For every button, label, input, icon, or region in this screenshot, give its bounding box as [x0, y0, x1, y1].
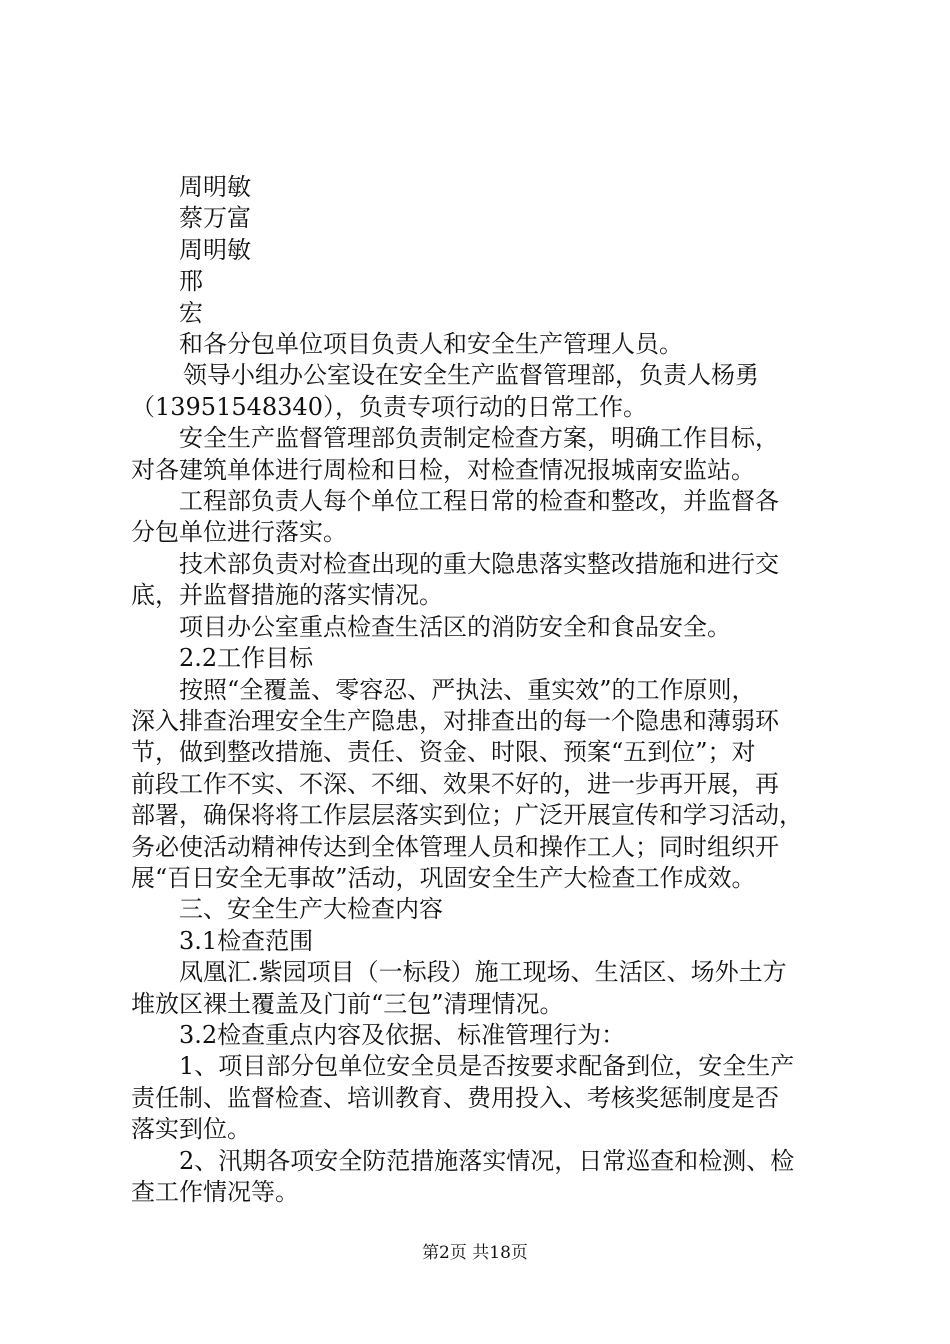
name-line: 宏: [179, 298, 203, 327]
paragraph-line: 查工作情况等。: [131, 1178, 299, 1206]
paragraph-line: 分包单位进行落实。: [131, 518, 347, 547]
paragraph-line: 安全生产监督管理部负责制定检查方案，明确工作目标，: [179, 424, 779, 453]
paragraph-line: 责任制、监督检查、培训教育、费用投入、考核奖惩制度是否: [131, 1083, 779, 1112]
paragraph-line: （13951548340），负责专项行动的日常工作。: [131, 392, 647, 421]
paragraph-line: 落实到位。: [131, 1115, 251, 1144]
page-number-label: 第2页 共18页: [422, 1243, 528, 1263]
page-footer: [0, 1242, 950, 1264]
paragraph-line: 技术部负责对检查出现的重大隐患落实整改措施和进行交: [179, 549, 779, 578]
paragraph-line: 深入排查治理安全生产隐患，对排查出的每一个隐患和薄弱环: [131, 706, 779, 735]
paragraph-line: 部署，确保将将工作层层落实到位；广泛开展宣传和学习活动，: [131, 801, 803, 830]
paragraph-line: 领导小组办公室设在安全生产监督管理部，负责人杨勇: [183, 361, 759, 390]
section-heading: 3.1检查范围: [179, 926, 314, 955]
section-heading: 3.2检查重点内容及依据、标准管理行为：: [179, 1020, 626, 1049]
paragraph-line: 对各建筑单体进行周检和日检，对检查情况报城南安监站。: [131, 455, 755, 484]
paragraph-line: 和各分包单位项目负责人和安全生产管理人员。: [179, 330, 683, 359]
paragraph-line: 按照“全覆盖、零容忍、严执法、重实效”的工作原则，: [179, 675, 756, 704]
name-line: 邢: [179, 267, 203, 296]
paragraph-line: 2、汛期各项安全防范措施落实情况，日常巡查和检测、检: [179, 1146, 795, 1175]
name-line: 蔡万富: [179, 204, 251, 233]
paragraph-line: 凤凰汇.紫园项目（一标段）施工现场、生活区、场外土方: [179, 958, 787, 987]
paragraph-line: 底，并监督措施的落实情况。: [131, 581, 443, 610]
paragraph-line: 项目办公室重点检查生活区的消防安全和食品安全。: [179, 612, 731, 641]
paragraph-line: 展“百日安全无事故”活动，巩固安全生产大检查工作成效。: [131, 863, 756, 892]
paragraph-line: 前段工作不实、不深、不细、效果不好的，进一步再开展，再: [131, 769, 779, 798]
paragraph-line: 工程部负责人每个单位工程日常的检查和整改，并监督各: [179, 487, 779, 516]
name-line: 周明敏: [179, 173, 251, 201]
section-heading: 三、安全生产大检查内容: [179, 895, 443, 924]
paragraph-line: 节，做到整改措施、责任、资金、时限、预案“五到位”；对: [131, 738, 756, 767]
paragraph-line: 1、项目部分包单位安全员是否按要求配备到位，安全生产: [179, 1052, 795, 1081]
paragraph-line: 务必使活动精神传达到全体管理人员和操作工人；同时组织开: [131, 832, 779, 861]
section-heading: 2.2工作目标: [179, 644, 314, 673]
document-body: [131, 172, 831, 1208]
name-line: 周明敏: [179, 235, 251, 264]
paragraph-line: 堆放区裸土覆盖及门前“三包”清理情况。: [131, 989, 564, 1018]
